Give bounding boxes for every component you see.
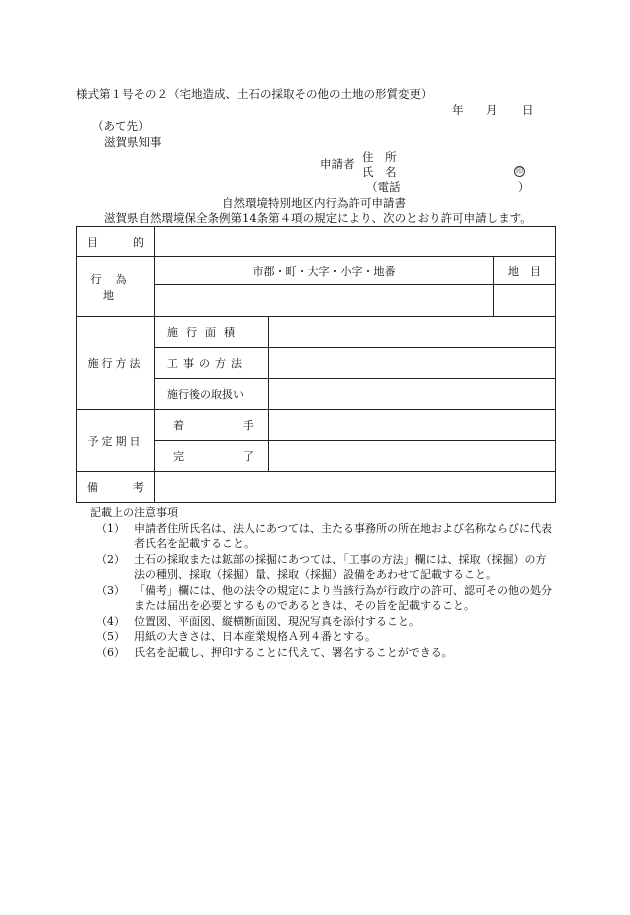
notes-section	[90, 505, 556, 660]
land-category-field[interactable]	[494, 285, 556, 317]
addressee: 滋賀県知事	[104, 135, 162, 149]
area-field[interactable]	[269, 317, 556, 348]
remarks-field[interactable]	[155, 472, 556, 503]
note-item: （4） 位置図、平面図、縦横断面図、現況写真を添付すること。	[96, 614, 420, 628]
after-handling-label: 施行後の取扱い	[155, 379, 269, 410]
form-id: 様式第１号その２（宅地造成、土石の採取その他の土地の形質変更）	[76, 87, 433, 101]
schedule-label: 予定期日	[77, 410, 155, 472]
remarks-label: 備 考	[77, 472, 155, 503]
completion-label: 完 了	[155, 441, 269, 472]
start-field[interactable]	[269, 410, 556, 441]
start-label: 着 手	[155, 410, 269, 441]
area-label: 施行面積	[155, 317, 269, 348]
applicant-label: 申請者	[320, 157, 355, 171]
site-label: 行為地	[77, 257, 155, 317]
seal-icon: 印	[516, 167, 523, 175]
method-label: 施行方法	[77, 317, 155, 410]
note-item: （2） 土石の採取または鉱部の採掘にあつては、「工事の方法」欄には、採取（採掘）の方法の種別、採取（採掘）量、採取（採掘）設備をあわせて記載すること。	[96, 552, 547, 581]
note-item: （5） 用紙の大きさは、日本産業規格Ａ列４番とする。	[96, 630, 376, 643]
phone-open: （電話	[366, 180, 401, 194]
note-item: （6） 氏名を記載し、押印することに代えて、署名することができる。	[96, 645, 453, 659]
purpose-field[interactable]	[155, 227, 556, 257]
document-title: 自然環境特別地区内行為許可申請書	[222, 196, 406, 210]
construction-method-field[interactable]	[269, 348, 556, 379]
date-month: 月	[486, 103, 498, 117]
land-category-label: 地 目	[494, 257, 556, 285]
construction-method-label: 工事の方法	[155, 348, 269, 379]
addressee-prefix: （あて先）	[92, 119, 150, 133]
application-table	[76, 226, 556, 503]
name-label: 氏 名	[362, 165, 397, 179]
site-sub-label: 市郡・町・大字・小字・地番	[155, 257, 494, 285]
phone-close: ）	[518, 180, 530, 194]
site-field[interactable]	[155, 285, 494, 317]
purpose-label: 目 的	[77, 227, 155, 257]
address-label: 住 所	[362, 150, 397, 164]
notes-heading: 記載上の注意事項	[90, 506, 178, 519]
date-day: 日	[522, 103, 534, 117]
intro-text: 滋賀県自然環境保全条例第14条第４項の規定により、次のとおり許可申請します。	[104, 211, 532, 225]
date-year: 年	[452, 103, 464, 117]
note-item: （3） 「備考」欄には、他の法令の規定により当該行為が行政庁の許可、認可その他の処分または届出を必要とするものであるときは、その旨を記載すること。	[96, 583, 552, 612]
completion-field[interactable]	[269, 441, 556, 472]
note-item: （1） 申請者住所氏名は、法人にあつては、主たる事務所の所在地および名称ならびに代表者氏名を記載すること。	[96, 521, 552, 550]
after-handling-field[interactable]	[269, 379, 556, 410]
